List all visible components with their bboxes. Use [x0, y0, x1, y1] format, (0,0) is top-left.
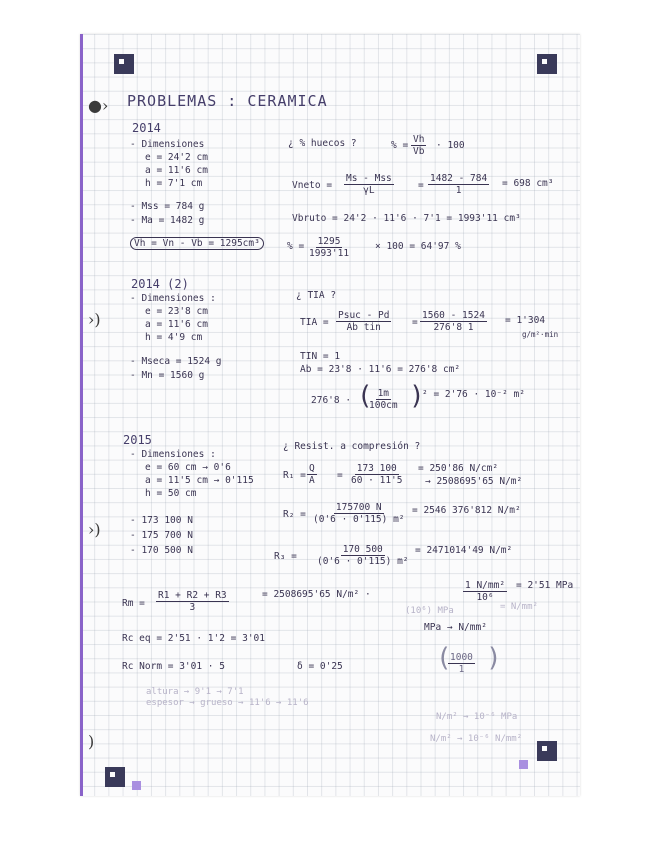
- conv-result: ² = 2'76 · 10⁻² m²: [422, 389, 525, 400]
- note-mpa-eq: = N/mm²: [500, 602, 538, 612]
- section-year: 2014: [132, 121, 161, 135]
- tia-den: Ab tin: [346, 322, 381, 333]
- dim-e: e = 23'8 cm: [145, 306, 208, 317]
- conv-fraction: [369, 388, 398, 411]
- vneto-num2: 1482 - 784: [430, 173, 488, 184]
- dims-heading: - Dimensiones :: [130, 293, 216, 304]
- r1-num2: 173 100: [356, 463, 397, 474]
- r1-fraction: [307, 463, 317, 486]
- corner-marker-bottom-right: [537, 741, 557, 761]
- corner-marker-top-left: [114, 54, 134, 74]
- tia-den2: 276'8 1: [433, 322, 474, 333]
- vneto-num: Ms - Mss: [346, 173, 392, 184]
- conv-den: 100cm: [369, 400, 398, 411]
- rm-label: Rm =: [122, 598, 145, 609]
- pct-tail: · 100: [436, 140, 465, 151]
- mass-mn: - Mn = 1560 g: [130, 370, 205, 381]
- note-mpa-1: (10⁶) MPa: [405, 606, 454, 616]
- vneto-result: = 698 cm³: [502, 178, 554, 189]
- r1-result-2: → 2508695'65 N/m²: [425, 476, 523, 487]
- rm-conv-den: 10⁶: [476, 592, 494, 603]
- dim-a: a = 11'6 cm: [145, 165, 208, 176]
- paren-right-faint: ): [486, 643, 502, 673]
- load-3: - 170 500 N: [130, 545, 193, 556]
- conv-pre: 276'8 ·: [311, 395, 352, 406]
- dim-a: a = 11'6 cm: [145, 319, 208, 330]
- pct2-fraction: [309, 236, 349, 259]
- r3-fraction: [317, 544, 409, 567]
- note-conv-1: N/m² → 10⁻⁶ MPa: [436, 712, 518, 722]
- note-num: 1000: [450, 652, 473, 663]
- rc-norm: Rc Norm = 3'01 · 5: [122, 661, 225, 672]
- dim-h: h = 50 cm: [145, 488, 197, 499]
- corner-marker-bottom-left: [105, 767, 125, 787]
- r1-fraction-2: [351, 463, 402, 486]
- conv-num: 1m: [377, 388, 390, 399]
- margin-line: [80, 34, 83, 796]
- question-huecos: ¿ % huecos ?: [288, 138, 357, 149]
- paren-left-faint: (: [436, 643, 452, 673]
- rm-den: 3: [189, 602, 196, 613]
- rm-num: R1 + R2 + R3: [158, 590, 227, 601]
- binder-hole: ): [88, 732, 95, 751]
- r3-result: = 2471014'49 N/m²: [415, 545, 513, 556]
- binder-hole: ›): [88, 520, 101, 539]
- dim-e: e = 24'2 cm: [145, 152, 208, 163]
- mass-ma: - Ma = 1482 g: [130, 215, 205, 226]
- rm-conv-num: 1 N/mm²: [465, 580, 506, 591]
- pct-label: % =: [391, 140, 409, 151]
- r2-num: 175700 N: [335, 502, 382, 513]
- tia-num2: 1560 - 1524: [422, 310, 485, 321]
- r3-den: (0'6 · 0'115) m²: [317, 556, 409, 567]
- tia-unit: g/m²·min: [522, 330, 559, 339]
- purple-dot: [132, 781, 141, 790]
- tin: TIN = 1: [300, 351, 341, 362]
- load-2: - 175 700 N: [130, 530, 193, 541]
- r1-label: R₁ =: [283, 470, 306, 481]
- rm-fraction: [156, 590, 229, 613]
- dim-h: h = 7'1 cm: [145, 178, 203, 189]
- rm-final: = 2'51 MPa: [516, 580, 574, 591]
- vneto-fraction-2: [428, 173, 489, 196]
- vh-result: [130, 238, 264, 249]
- note-mpa-2: MPa → N/mm²: [424, 622, 487, 633]
- r3-num: 170 500: [342, 544, 383, 555]
- r2-fraction: [313, 502, 405, 525]
- vneto-den: γL: [363, 185, 375, 196]
- binder-hole: ●›: [88, 96, 109, 115]
- tia-fraction-2: [420, 310, 487, 333]
- pct-den: Vb: [413, 146, 425, 157]
- r1-num: Q: [309, 463, 315, 474]
- pct-num: Vh: [413, 134, 425, 145]
- faint-note-1: altura → 9'1 → 7'1: [146, 687, 244, 697]
- note-fraction: [448, 652, 475, 675]
- rm-result: = 2508695'65 N/m² ·: [262, 589, 371, 600]
- r1-den2: 60 · 11'5: [351, 475, 403, 486]
- mass-mseca: - Mseca = 1524 g: [130, 356, 222, 367]
- tia-label: TIA =: [300, 317, 329, 328]
- pct2-num: 1295: [317, 236, 341, 247]
- pct2-den: 1993'11: [309, 248, 350, 259]
- pct2-result: × 100 = 64'97 %: [375, 241, 461, 252]
- dim-a: a = 11'5 cm → 0'115: [145, 475, 254, 486]
- pct-fraction: [411, 134, 426, 157]
- binder-hole: ›): [88, 310, 101, 329]
- mass-mss: - Mss = 784 g: [130, 201, 205, 212]
- vneto-den2: 1: [455, 185, 462, 196]
- paren-right: ): [409, 381, 425, 411]
- r1-den: A: [309, 475, 315, 486]
- question-resistencia: ¿ Resist. a compresión ?: [283, 441, 421, 452]
- load-1: - 173 100 N: [130, 515, 193, 526]
- tia-fraction: [336, 310, 391, 333]
- note-conv-2: N/m² → 10⁻⁶ N/mm²: [430, 734, 523, 744]
- equals-sign: =: [337, 470, 343, 481]
- r2-label: R₂ =: [283, 509, 306, 520]
- ab: Ab = 23'8 · 11'6 = 276'8 cm²: [300, 364, 461, 375]
- question-tia: ¿ TIA ?: [296, 290, 337, 301]
- r2-result: = 2546 376'812 N/m²: [412, 505, 521, 516]
- faint-note-2: espesor → grueso → 11'6 → 11'6: [146, 698, 309, 708]
- section-year: 2015: [123, 433, 152, 447]
- tia-num: Psuc - Pd: [338, 310, 390, 321]
- r2-den: (0'6 · 0'115) m²: [313, 514, 405, 525]
- equals-sign: =: [418, 180, 424, 191]
- vneto-fraction: [344, 173, 394, 196]
- tia-result: = 1'304: [505, 315, 546, 326]
- r3-label: R₃ =: [274, 551, 297, 562]
- equals-sign: =: [412, 317, 418, 328]
- rc-eq: Rc eq = 2'51 · 1'2 = 3'01: [122, 633, 265, 644]
- rm-conv-fraction: [463, 580, 507, 603]
- dims-heading: - Dimensiones: [130, 139, 205, 150]
- dim-e: e = 60 cm → 0'6: [145, 462, 231, 473]
- page-title: PROBLEMAS : CERAMICA: [127, 92, 328, 110]
- corner-marker-top-right: [537, 54, 557, 74]
- pct2-label: % =: [287, 241, 305, 252]
- r1-result: = 250'86 N/cm²: [418, 463, 499, 474]
- vbruto: Vbruto = 24'2 · 11'6 · 7'1 = 1993'11 cm³: [292, 213, 521, 224]
- section-year: 2014 (2): [131, 277, 189, 291]
- purple-dot: [519, 760, 528, 769]
- vneto-label: Vneto =: [292, 180, 333, 191]
- delta: δ = 0'25: [297, 661, 343, 672]
- vh-text: Vh = Vn - Vb = 1295cm³: [130, 237, 264, 250]
- dims-heading: - Dimensiones :: [130, 449, 216, 460]
- note-den: 1: [458, 664, 465, 675]
- paren-left: (: [357, 381, 373, 411]
- dim-h: h = 4'9 cm: [145, 332, 203, 343]
